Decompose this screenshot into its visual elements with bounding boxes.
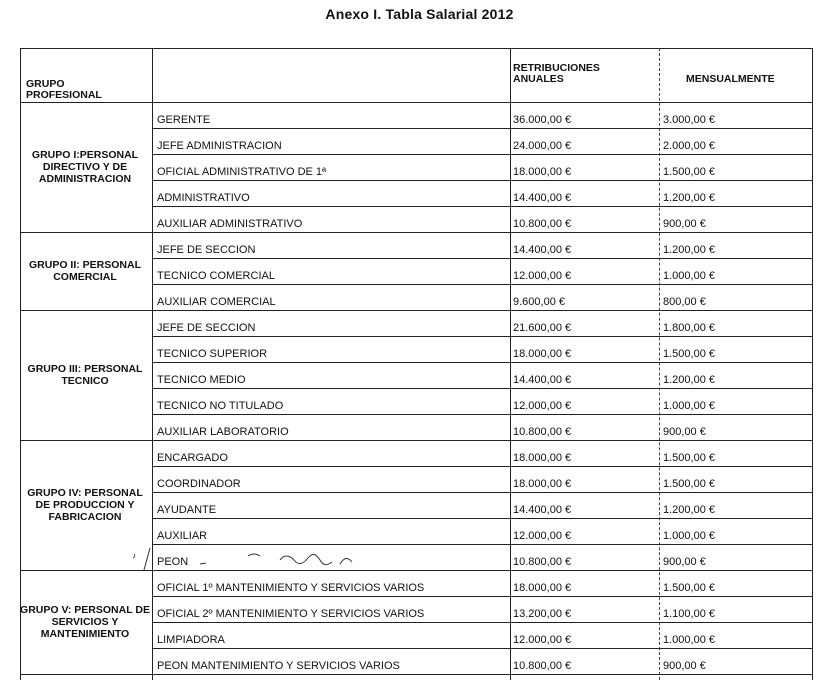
- cell-annual: 18.000,00 €: [513, 582, 572, 594]
- cell-monthly: 1.000,00 €: [663, 270, 715, 282]
- cell-monthly: 1.500,00 €: [663, 478, 715, 490]
- row-divider: [152, 622, 812, 623]
- cell-monthly: 1.500,00 €: [663, 166, 715, 178]
- cell-annual: 21.600,00 €: [513, 322, 572, 334]
- cell-position: GERENTE: [157, 114, 211, 126]
- group-bottom-border: [20, 232, 812, 233]
- cell-annual: 14.400,00 €: [513, 192, 572, 204]
- group-bottom-border: [20, 674, 812, 675]
- cell-annual: 10.800,00 €: [513, 218, 572, 230]
- header-bottom-border: [20, 102, 812, 103]
- cell-position: JEFE DE SECCION: [157, 244, 256, 256]
- cell-position: TECNICO SUPERIOR: [157, 348, 268, 360]
- table-top-border: [20, 48, 812, 49]
- cell-monthly: 900,00 €: [663, 426, 706, 438]
- cell-annual: 36.000,00 €: [513, 114, 572, 126]
- row-divider: [152, 258, 812, 259]
- cell-position: OFICIAL 1º MANTENIMIENTO Y SERVICIOS VARIOS: [157, 582, 425, 594]
- cell-position: TECNICO NO TITULADO: [157, 400, 284, 412]
- cell-monthly: 900,00 €: [663, 218, 706, 230]
- cell-annual: 14.400,00 €: [513, 374, 572, 386]
- cell-position: PEON MANTENIMIENTO Y SERVICIOS VARIOS: [157, 660, 400, 672]
- cell-position: AUXILIAR ADMINISTRATIVO: [157, 218, 303, 230]
- cell-monthly: 3.000,00 €: [663, 114, 715, 126]
- cell-annual: 12.000,00 €: [513, 530, 572, 542]
- cell-monthly: 1.000,00 €: [663, 530, 715, 542]
- cell-position: COORDINADOR: [157, 478, 241, 490]
- row-divider: [152, 362, 812, 363]
- cell-annual: 12.000,00 €: [513, 400, 572, 412]
- row-divider: [152, 466, 812, 467]
- row-divider: [152, 154, 812, 155]
- row-divider: [152, 492, 812, 493]
- column-divider: [152, 48, 153, 680]
- row-divider: [152, 180, 812, 181]
- row-divider: [152, 414, 812, 415]
- cell-annual: 9.600,00 €: [513, 296, 565, 308]
- cell-position: TECNICO COMERCIAL: [157, 270, 275, 282]
- row-divider: [152, 518, 812, 519]
- cell-monthly: 1.100,00 €: [663, 608, 715, 620]
- cell-monthly: 900,00 €: [663, 556, 706, 568]
- group-label: GRUPO II: PERSONAL COMERCIAL: [28, 259, 141, 283]
- cell-annual: 10.800,00 €: [513, 556, 572, 568]
- row-divider: [152, 128, 812, 129]
- cell-annual: 18.000,00 €: [513, 478, 572, 490]
- group-bottom-border: [20, 570, 812, 571]
- cell-monthly: 2.000,00 €: [663, 140, 715, 152]
- cell-annual: 12.000,00 €: [513, 270, 572, 282]
- cell-monthly: 1.500,00 €: [663, 582, 715, 594]
- header-retribuciones-anuales: RETRIBUCIONES ANUALES: [513, 62, 600, 85]
- cell-position: LIMPIADORA: [157, 634, 225, 646]
- cell-monthly: 1.800,00 €: [663, 322, 715, 334]
- cell-position: AUXILIAR: [157, 530, 208, 542]
- cell-monthly: 1.000,00 €: [663, 634, 715, 646]
- cell-position: JEFE DE SECCION: [157, 322, 256, 334]
- cell-monthly: 1.500,00 €: [663, 348, 715, 360]
- cell-monthly: 1.200,00 €: [663, 244, 715, 256]
- column-divider: [510, 48, 511, 680]
- group-label: GRUPO V: PERSONAL DE SERVICIOS Y MANTENIMIENTO: [20, 604, 150, 640]
- cell-position: AUXILIAR LABORATORIO: [157, 426, 289, 438]
- cell-monthly: 1.500,00 €: [663, 452, 715, 464]
- cell-annual: 14.400,00 €: [513, 244, 572, 256]
- document-title: Anexo I. Tabla Salarial 2012: [325, 6, 514, 22]
- cell-position: OFICIAL ADMINISTRATIVO DE 1ª: [157, 166, 327, 178]
- cell-annual: 18.000,00 €: [513, 348, 572, 360]
- cell-monthly: 1.200,00 €: [663, 374, 715, 386]
- column-divider: [812, 48, 813, 680]
- cell-monthly: 1.200,00 €: [663, 504, 715, 516]
- cell-annual: 12.000,00 €: [513, 634, 572, 646]
- group-bottom-border: [20, 440, 812, 441]
- cell-monthly: 1.000,00 €: [663, 400, 715, 412]
- row-divider: [152, 388, 812, 389]
- row-divider: [152, 336, 812, 337]
- row-divider: [152, 284, 812, 285]
- group-label: GRUPO IV: PERSONAL DE PRODUCCION Y FABRICACION: [27, 487, 143, 523]
- group-label: GRUPO I:PERSONAL DIRECTIVO Y DE ADMINISTRACION: [31, 149, 139, 185]
- cell-annual: 14.400,00 €: [513, 504, 572, 516]
- cell-position: ENCARGADO: [157, 452, 228, 464]
- cell-position: PEON: [157, 556, 189, 568]
- cell-annual: 10.800,00 €: [513, 660, 572, 672]
- cell-annual: 18.000,00 €: [513, 452, 572, 464]
- group-bottom-border: [20, 310, 812, 311]
- cell-monthly: 800,00 €: [663, 296, 706, 308]
- cell-annual: 10.800,00 €: [513, 426, 572, 438]
- cell-position: AYUDANTE: [157, 504, 217, 516]
- row-divider: [152, 544, 812, 545]
- column-divider: [659, 48, 661, 680]
- cell-position: JEFE ADMINISTRACION: [157, 140, 282, 152]
- cell-position: TECNICO MEDIO: [157, 374, 246, 386]
- row-divider: [152, 648, 812, 649]
- cell-annual: 13.200,00 €: [513, 608, 572, 620]
- group-label: GRUPO III: PERSONAL TECNICO: [27, 363, 143, 387]
- cell-position: OFICIAL 2º MANTENIMIENTO Y SERVICIOS VARIOS: [157, 608, 425, 620]
- header-mensualmente: MENSUALMENTE: [686, 73, 775, 85]
- cell-monthly: 1.200,00 €: [663, 192, 715, 204]
- row-divider: [152, 596, 812, 597]
- row-divider: [152, 206, 812, 207]
- cell-monthly: 900,00 €: [663, 660, 706, 672]
- cell-position: ADMINISTRATIVO: [157, 192, 250, 204]
- header-group-profesional: GRUPO PROFESIONAL: [26, 78, 102, 101]
- cell-annual: 18.000,00 €: [513, 166, 572, 178]
- cell-position: AUXILIAR COMERCIAL: [157, 296, 276, 308]
- cell-annual: 24.000,00 €: [513, 140, 572, 152]
